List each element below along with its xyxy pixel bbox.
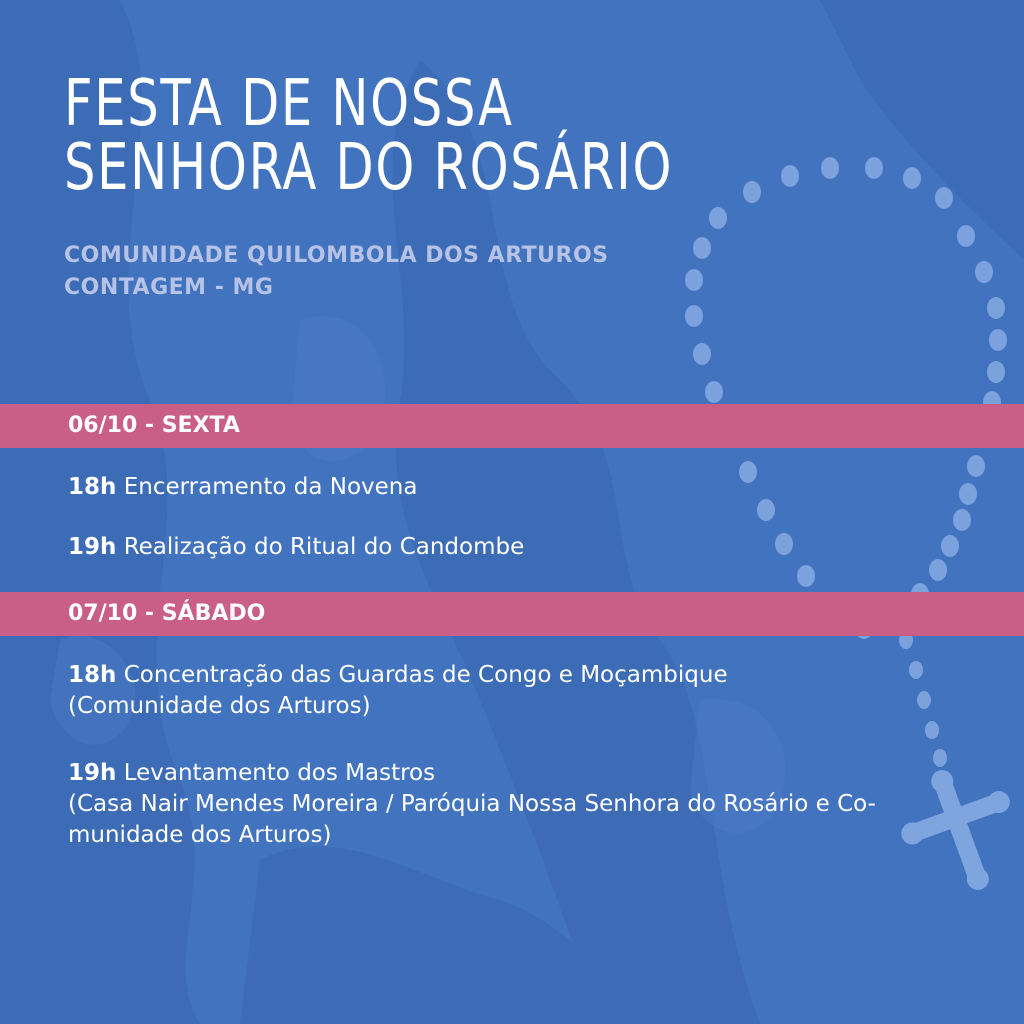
day-band-1 [0, 404, 1024, 448]
event-item [68, 532, 524, 563]
event-detail: munidade dos Arturos) [68, 822, 332, 848]
event-title: Levantamento dos Mastros [123, 760, 436, 786]
event-time: 19h [68, 760, 117, 786]
subtitle-line-1: COMUNIDADE QUILOMBOLA DOS ARTUROS [64, 243, 609, 268]
page-title [64, 67, 674, 205]
event-title: Realização do Ritual do Candombe [123, 534, 525, 560]
event-detail: (Casa Nair Mendes Moreira / Paróquia Nossa Senhora do Rosário e Co- [68, 791, 876, 817]
event-title: Concentração das Guardas de Congo e Moçambique [123, 662, 728, 688]
subtitle-line-2: CONTAGEM - MG [64, 275, 274, 300]
day-label: 07/10 - SÁBADO [68, 601, 266, 626]
event-time: 18h [68, 474, 117, 500]
day-label: 06/10 - SEXTA [68, 413, 240, 438]
event-detail: (Comunidade dos Arturos) [68, 693, 371, 719]
day-band-2 [0, 592, 1024, 636]
title-line-2: SENHORA DO ROSÁRIO [64, 131, 674, 205]
subtitle [64, 240, 609, 304]
title-line-1: FESTA DE NOSSA [64, 67, 514, 141]
event-item [68, 758, 876, 851]
event-item [68, 660, 728, 722]
event-title: Encerramento da Novena [123, 474, 418, 500]
event-time: 19h [68, 534, 117, 560]
event-item [68, 472, 417, 503]
cross-icon [885, 751, 1024, 908]
event-time: 18h [68, 662, 117, 688]
